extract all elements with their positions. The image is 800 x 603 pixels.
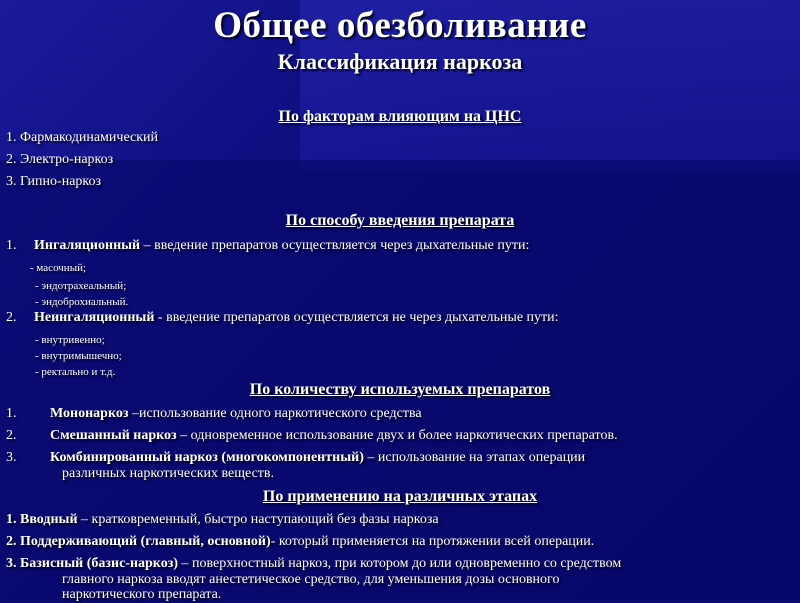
item-description: – введение препаратов осуществляется через дыхательные пути: bbox=[140, 238, 530, 253]
item-number: 3. bbox=[6, 450, 17, 465]
list-item-continuation: главного наркоза вводят анестетическое средство, для уменьшения дозы основного bbox=[62, 572, 560, 587]
item-term: Комбинированный наркоз (многокомпонентный) bbox=[50, 450, 364, 465]
list-subitem: - внутримышечно; bbox=[35, 350, 122, 362]
item-description: – одновременное использование двух и более наркотических препаратов. bbox=[176, 428, 618, 443]
list-item bbox=[6, 406, 422, 422]
item-description: - введение препаратов осуществляется не через дыхательные пути: bbox=[154, 310, 559, 325]
item-term: Ингаляционный bbox=[34, 238, 141, 253]
section-heading-cns: По факторам влияющим на ЦНС bbox=[278, 108, 522, 125]
item-term: Мононаркоз bbox=[50, 406, 129, 421]
item-description: – кратковременный, быстро наступающий без фазы наркоза bbox=[77, 512, 439, 527]
list-item-continuation: наркотического препарата. bbox=[62, 587, 222, 602]
list-item: 3. Гипно-наркоз bbox=[6, 174, 102, 189]
section-heading-stages: По применению на различных этапах bbox=[262, 488, 538, 505]
list-item bbox=[6, 512, 439, 528]
list-item bbox=[6, 310, 559, 326]
list-subitem: - ректально и т.д. bbox=[35, 366, 116, 378]
list-subitem: - масочный; bbox=[30, 262, 87, 274]
section-heading-route: По способу введения препарата bbox=[285, 212, 515, 229]
item-term: 1. Вводный bbox=[6, 512, 78, 527]
list-item-continuation: различных наркотических веществ. bbox=[62, 466, 275, 481]
list-item bbox=[6, 556, 621, 572]
item-number: 1. bbox=[6, 406, 17, 421]
item-description: - который применяется на протяжении всей операции. bbox=[270, 534, 595, 549]
item-description: – использование на этапах операции bbox=[363, 450, 586, 465]
list-item: 1. Фармакодинамический bbox=[6, 130, 159, 145]
list-item: 2. Электро-наркоз bbox=[6, 152, 114, 167]
item-number: 2. bbox=[6, 310, 17, 325]
section-heading-count: По количеству используемых препаратов bbox=[249, 381, 551, 398]
list-item bbox=[6, 428, 618, 444]
item-term: Неингаляционный bbox=[34, 310, 155, 325]
list-item bbox=[6, 534, 594, 550]
item-description: –использование одного наркотического средства bbox=[128, 406, 422, 421]
item-description: – поверхностный наркоз, при котором до или одновременно со средством bbox=[177, 556, 622, 571]
list-item bbox=[6, 238, 530, 254]
item-number: 1. bbox=[6, 238, 17, 253]
item-term: Смешанный наркоз bbox=[50, 428, 177, 443]
list-subitem: - эндотрахеальный; bbox=[35, 280, 127, 292]
list-item bbox=[6, 450, 586, 466]
list-subitem: - эндоброхиальный. bbox=[35, 296, 129, 308]
item-term: 3. Базисный (базис-наркоз) bbox=[6, 556, 178, 571]
item-number: 2. bbox=[6, 428, 17, 443]
slide-subtitle: Классификация наркоза bbox=[277, 49, 523, 74]
slide-title: Общее обезболивание bbox=[213, 5, 587, 46]
list-subitem: - внутривенно; bbox=[35, 334, 105, 346]
item-term: 2. Поддерживающий (главный, основной) bbox=[6, 534, 271, 549]
